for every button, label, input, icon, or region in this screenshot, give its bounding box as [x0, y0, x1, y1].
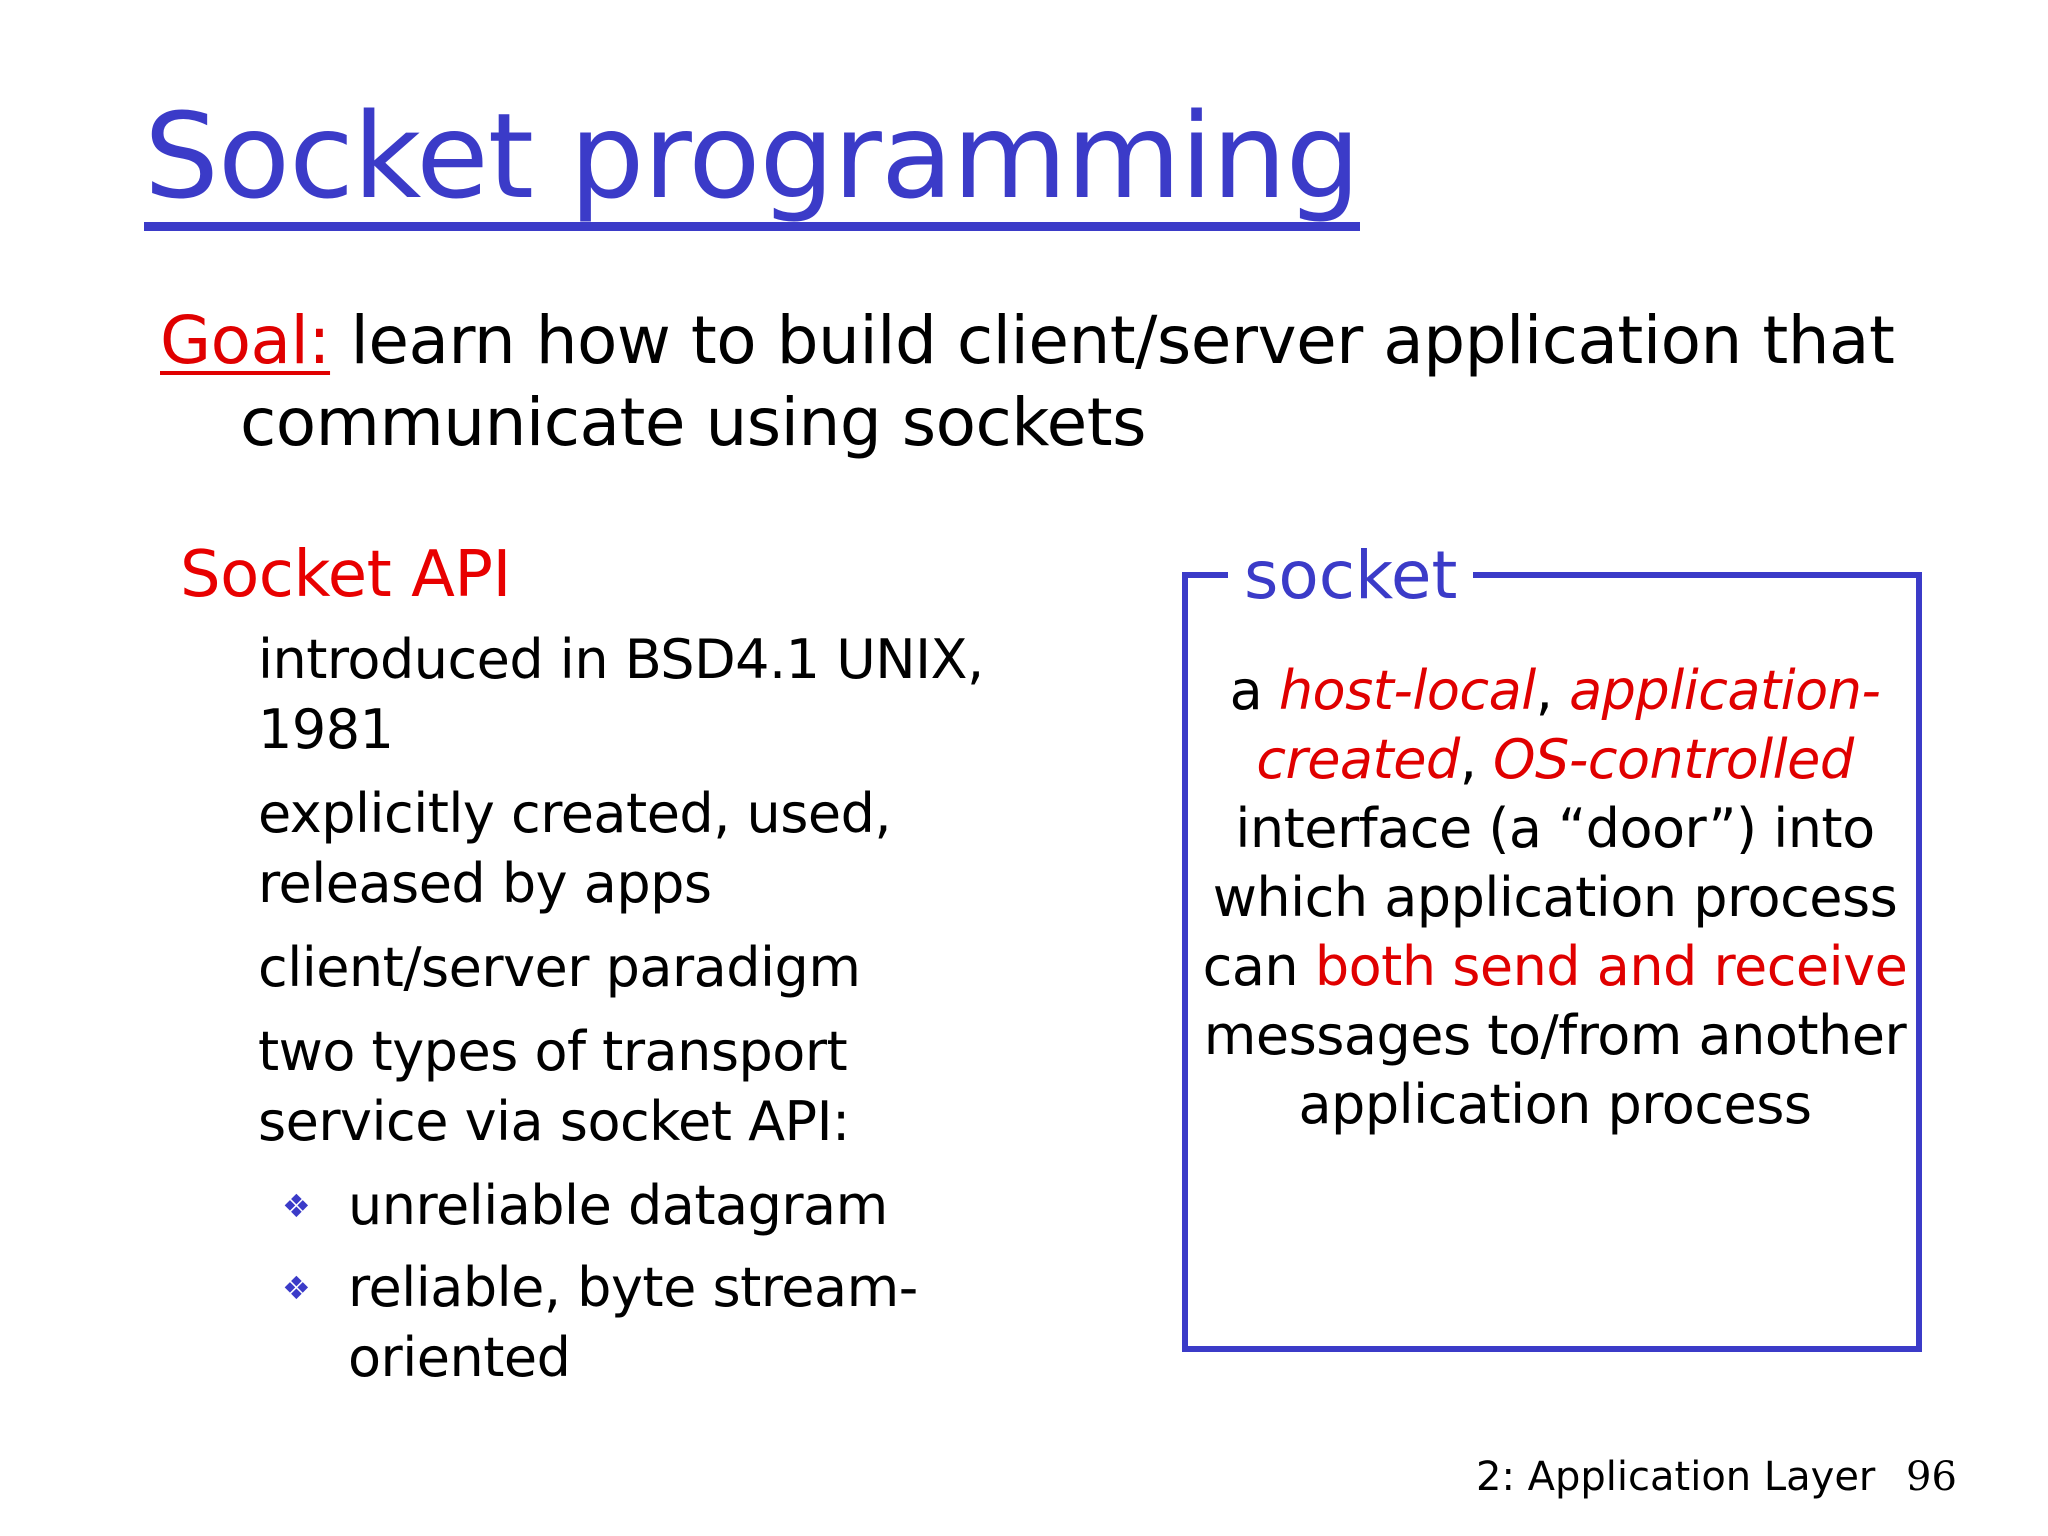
- list-item: client/server paradigm: [258, 936, 861, 999]
- sub-list-item: [282, 1171, 1038, 1241]
- list-item-text: two types of transport service via socket API:: [258, 1020, 850, 1153]
- comma: ,: [1535, 659, 1553, 722]
- diamond-bullet-icon: ❖: [282, 1269, 311, 1307]
- slide-title: Socket programming: [144, 92, 1360, 231]
- interface-text: interface (a “door”) into which application process can: [1202, 797, 1898, 998]
- footer-label: 2: Application Layer: [1476, 1454, 1876, 1500]
- send-receive-term: both send and receive: [1314, 935, 1908, 998]
- transport-service-list: [258, 1171, 1038, 1393]
- host-local-term: host-local: [1278, 659, 1536, 722]
- list-item: introduced in BSD4.1 UNIX, 1981: [258, 628, 984, 761]
- diamond-bullet-icon: ❖: [282, 1187, 311, 1225]
- list-item: [258, 1017, 1038, 1393]
- sub-list-item-text: unreliable datagram: [348, 1174, 888, 1237]
- page-number: 96: [1906, 1454, 1957, 1500]
- goal-text: learn how to build client/server application that communicate using sockets: [240, 302, 1895, 461]
- goal-statement: [160, 300, 2000, 464]
- comma: ,: [1459, 728, 1477, 791]
- socket-api-heading: Socket API: [180, 538, 511, 612]
- sub-list-item: [282, 1253, 1038, 1393]
- socket-box-label: socket: [1228, 536, 1473, 616]
- os-controlled-term: OS-controlled: [1493, 728, 1854, 791]
- goal-label: Goal:: [160, 302, 331, 379]
- definition-article: a: [1229, 659, 1263, 722]
- application-created-term: application-created: [1256, 659, 1881, 791]
- sub-list-item-text: reliable, byte stream-oriented: [348, 1256, 918, 1389]
- messages-text: messages to/from another application process: [1203, 1004, 1907, 1136]
- list-item: explicitly created, used, released by apps: [258, 782, 892, 915]
- socket-definition: [1196, 656, 1914, 1139]
- socket-api-list: [258, 625, 1038, 1407]
